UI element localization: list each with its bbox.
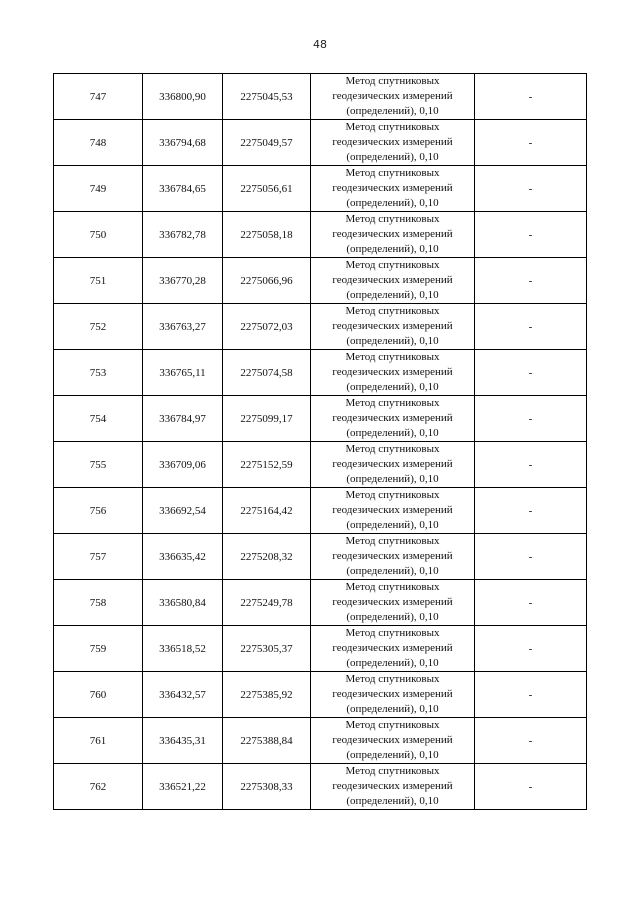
x-coordinate-cell: 336800,90 bbox=[143, 74, 223, 120]
method-text-line: (определений), 0,10 bbox=[346, 105, 439, 117]
y-coordinate-cell: 2275058,18 bbox=[223, 212, 311, 258]
method-cell bbox=[311, 304, 475, 350]
x-coordinate-cell: 336432,57 bbox=[143, 672, 223, 718]
method-text-line: Метод спутниковых bbox=[345, 121, 440, 133]
method-text-line: геодезических измерений bbox=[332, 412, 453, 424]
point-number-cell: 762 bbox=[54, 764, 143, 810]
note-cell: - bbox=[475, 488, 587, 534]
method-text-line: (определений), 0,10 bbox=[346, 749, 439, 761]
x-coordinate-cell: 336770,28 bbox=[143, 258, 223, 304]
method-text-line: (определений), 0,10 bbox=[346, 565, 439, 577]
note-cell: - bbox=[475, 396, 587, 442]
method-cell bbox=[311, 764, 475, 810]
point-number-cell: 753 bbox=[54, 350, 143, 396]
note-cell: - bbox=[475, 212, 587, 258]
method-text-line: Метод спутниковых bbox=[345, 765, 440, 777]
method-text-line: геодезических измерений bbox=[332, 550, 453, 562]
table-row bbox=[54, 304, 587, 350]
table-row bbox=[54, 534, 587, 580]
x-coordinate-cell: 336635,42 bbox=[143, 534, 223, 580]
x-coordinate-cell: 336784,65 bbox=[143, 166, 223, 212]
table-row bbox=[54, 488, 587, 534]
method-cell bbox=[311, 166, 475, 212]
method-text-line: Метод спутниковых bbox=[345, 397, 440, 409]
method-text-line: (определений), 0,10 bbox=[346, 611, 439, 623]
method-text-line: Метод спутниковых bbox=[345, 489, 440, 501]
method-text-line: Метод спутниковых bbox=[345, 167, 440, 179]
method-text-line: Метод спутниковых bbox=[345, 581, 440, 593]
note-cell: - bbox=[475, 166, 587, 212]
method-text-line: Метод спутниковых bbox=[345, 719, 440, 731]
point-number-cell: 752 bbox=[54, 304, 143, 350]
x-coordinate-cell: 336518,52 bbox=[143, 626, 223, 672]
method-text-line: (определений), 0,10 bbox=[346, 243, 439, 255]
point-number-cell: 748 bbox=[54, 120, 143, 166]
table-row bbox=[54, 672, 587, 718]
method-text-line: геодезических измерений bbox=[332, 320, 453, 332]
method-text-line: геодезических измерений bbox=[332, 596, 453, 608]
y-coordinate-cell: 2275049,57 bbox=[223, 120, 311, 166]
table-row bbox=[54, 718, 587, 764]
x-coordinate-cell: 336765,11 bbox=[143, 350, 223, 396]
y-coordinate-cell: 2275164,42 bbox=[223, 488, 311, 534]
y-coordinate-cell: 2275308,33 bbox=[223, 764, 311, 810]
method-text-line: геодезических измерений bbox=[332, 228, 453, 240]
method-text-line: Метод спутниковых bbox=[345, 443, 440, 455]
method-cell bbox=[311, 488, 475, 534]
y-coordinate-cell: 2275388,84 bbox=[223, 718, 311, 764]
method-text-line: геодезических измерений bbox=[332, 458, 453, 470]
method-text-line: (определений), 0,10 bbox=[346, 197, 439, 209]
method-text-line: Метод спутниковых bbox=[345, 673, 440, 685]
point-number-cell: 754 bbox=[54, 396, 143, 442]
method-text-line: Метод спутниковых bbox=[345, 351, 440, 363]
method-text-line: Метод спутниковых bbox=[345, 305, 440, 317]
method-text-line: Метод спутниковых bbox=[345, 259, 440, 271]
method-cell bbox=[311, 626, 475, 672]
x-coordinate-cell: 336580,84 bbox=[143, 580, 223, 626]
y-coordinate-cell: 2275208,32 bbox=[223, 534, 311, 580]
table-row bbox=[54, 74, 587, 120]
y-coordinate-cell: 2275385,92 bbox=[223, 672, 311, 718]
method-text-line: (определений), 0,10 bbox=[346, 151, 439, 163]
method-text-line: Метод спутниковых bbox=[345, 627, 440, 639]
y-coordinate-cell: 2275045,53 bbox=[223, 74, 311, 120]
method-text-line: (определений), 0,10 bbox=[346, 703, 439, 715]
point-number-cell: 749 bbox=[54, 166, 143, 212]
y-coordinate-cell: 2275066,96 bbox=[223, 258, 311, 304]
point-number-cell: 759 bbox=[54, 626, 143, 672]
method-text-line: Метод спутниковых bbox=[345, 535, 440, 547]
method-text-line: (определений), 0,10 bbox=[346, 657, 439, 669]
x-coordinate-cell: 336435,31 bbox=[143, 718, 223, 764]
point-number-cell: 760 bbox=[54, 672, 143, 718]
method-text-line: геодезических измерений bbox=[332, 274, 453, 286]
method-cell bbox=[311, 74, 475, 120]
method-text-line: (определений), 0,10 bbox=[346, 289, 439, 301]
table-row bbox=[54, 350, 587, 396]
table-body bbox=[54, 74, 587, 810]
y-coordinate-cell: 2275056,61 bbox=[223, 166, 311, 212]
note-cell: - bbox=[475, 258, 587, 304]
note-cell: - bbox=[475, 120, 587, 166]
method-cell bbox=[311, 718, 475, 764]
x-coordinate-cell: 336784,97 bbox=[143, 396, 223, 442]
page-number: 48 bbox=[313, 38, 327, 51]
note-cell: - bbox=[475, 350, 587, 396]
method-text-line: геодезических измерений bbox=[332, 688, 453, 700]
method-cell bbox=[311, 258, 475, 304]
y-coordinate-cell: 2275152,59 bbox=[223, 442, 311, 488]
note-cell: - bbox=[475, 718, 587, 764]
y-coordinate-cell: 2275072,03 bbox=[223, 304, 311, 350]
method-text-line: геодезических измерений bbox=[332, 734, 453, 746]
method-text-line: (определений), 0,10 bbox=[346, 473, 439, 485]
method-text-line: (определений), 0,10 bbox=[346, 381, 439, 393]
method-text-line: геодезических измерений bbox=[332, 642, 453, 654]
point-number-cell: 757 bbox=[54, 534, 143, 580]
x-coordinate-cell: 336521,22 bbox=[143, 764, 223, 810]
table-row bbox=[54, 442, 587, 488]
method-text-line: геодезических измерений bbox=[332, 182, 453, 194]
point-number-cell: 758 bbox=[54, 580, 143, 626]
table-row bbox=[54, 396, 587, 442]
method-text-line: геодезических измерений bbox=[332, 90, 453, 102]
method-cell bbox=[311, 534, 475, 580]
x-coordinate-cell: 336692,54 bbox=[143, 488, 223, 534]
point-number-cell: 750 bbox=[54, 212, 143, 258]
table-row bbox=[54, 580, 587, 626]
note-cell: - bbox=[475, 764, 587, 810]
note-cell: - bbox=[475, 304, 587, 350]
note-cell: - bbox=[475, 442, 587, 488]
method-text-line: геодезических измерений bbox=[332, 504, 453, 516]
x-coordinate-cell: 336709,06 bbox=[143, 442, 223, 488]
table-row bbox=[54, 258, 587, 304]
table-row bbox=[54, 764, 587, 810]
method-text-line: геодезических измерений bbox=[332, 136, 453, 148]
method-cell bbox=[311, 396, 475, 442]
y-coordinate-cell: 2275249,78 bbox=[223, 580, 311, 626]
method-cell bbox=[311, 350, 475, 396]
x-coordinate-cell: 336763,27 bbox=[143, 304, 223, 350]
point-number-cell: 751 bbox=[54, 258, 143, 304]
point-number-cell: 756 bbox=[54, 488, 143, 534]
method-text-line: Метод спутниковых bbox=[345, 75, 440, 87]
note-cell: - bbox=[475, 534, 587, 580]
point-number-cell: 747 bbox=[54, 74, 143, 120]
method-text-line: геодезических измерений bbox=[332, 780, 453, 792]
x-coordinate-cell: 336782,78 bbox=[143, 212, 223, 258]
method-cell bbox=[311, 120, 475, 166]
method-text-line: (определений), 0,10 bbox=[346, 519, 439, 531]
y-coordinate-cell: 2275074,58 bbox=[223, 350, 311, 396]
note-cell: - bbox=[475, 580, 587, 626]
method-text-line: (определений), 0,10 bbox=[346, 427, 439, 439]
note-cell: - bbox=[475, 74, 587, 120]
method-text-line: (определений), 0,10 bbox=[346, 795, 439, 807]
note-cell: - bbox=[475, 626, 587, 672]
point-number-cell: 761 bbox=[54, 718, 143, 764]
method-text-line: Метод спутниковых bbox=[345, 213, 440, 225]
y-coordinate-cell: 2275305,37 bbox=[223, 626, 311, 672]
x-coordinate-cell: 336794,68 bbox=[143, 120, 223, 166]
method-cell bbox=[311, 442, 475, 488]
point-number-cell: 755 bbox=[54, 442, 143, 488]
table-row bbox=[54, 166, 587, 212]
table-row bbox=[54, 120, 587, 166]
method-cell bbox=[311, 212, 475, 258]
table-row bbox=[54, 626, 587, 672]
method-cell bbox=[311, 580, 475, 626]
note-cell: - bbox=[475, 672, 587, 718]
method-text-line: (определений), 0,10 bbox=[346, 335, 439, 347]
coordinates-table bbox=[53, 73, 587, 810]
y-coordinate-cell: 2275099,17 bbox=[223, 396, 311, 442]
method-text-line: геодезических измерений bbox=[332, 366, 453, 378]
method-cell bbox=[311, 672, 475, 718]
table-row bbox=[54, 212, 587, 258]
